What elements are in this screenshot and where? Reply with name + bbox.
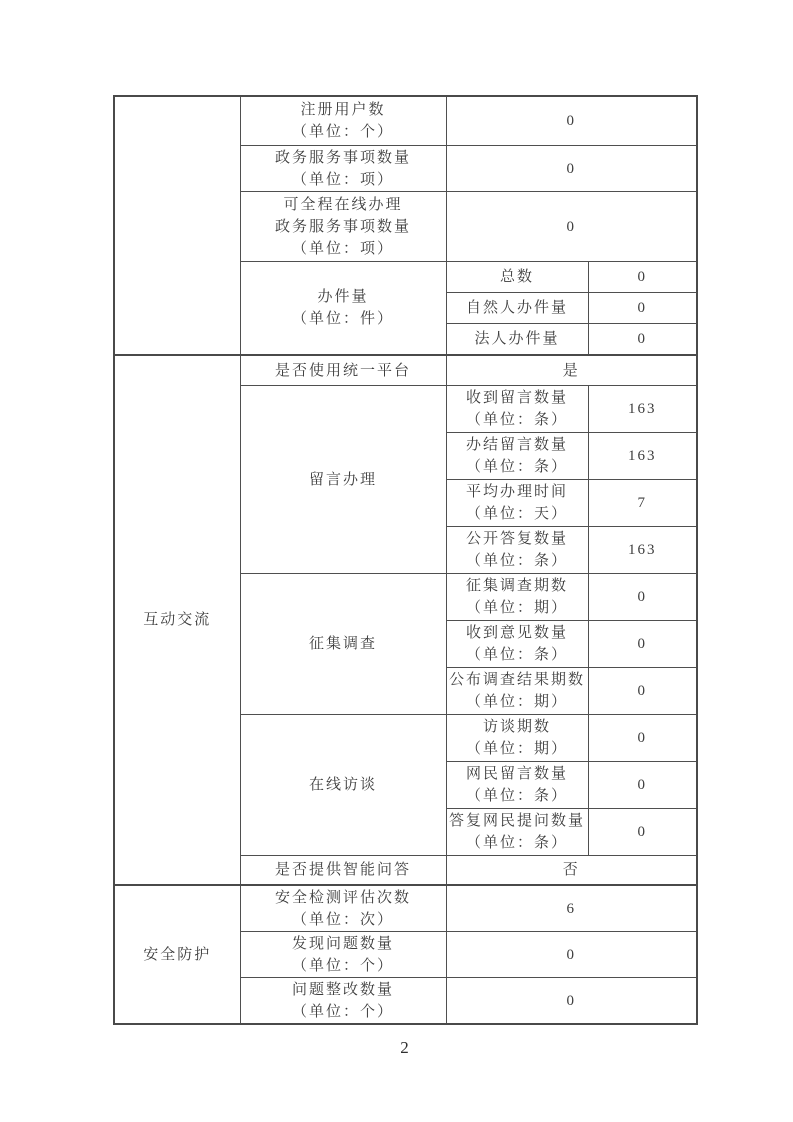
metric-value-messages-received: 163 <box>588 386 697 433</box>
metric-label: 办结留言数量 <box>465 437 568 453</box>
sub-cell-interview-periods <box>446 715 588 762</box>
metric-unit: （单位：个） <box>291 1003 394 1020</box>
metric-unit: （单位：条） <box>465 788 568 804</box>
metric-unit: （单位：条） <box>465 835 568 851</box>
metric-label: 可全程在线办理 <box>283 196 403 213</box>
sub-label-cases-natural: 自然人办件量 <box>446 293 588 324</box>
metric-label: 问题整改数量 <box>291 981 394 998</box>
metric-cell-problems-found <box>240 932 446 978</box>
metric-unit: （单位：条） <box>465 647 568 663</box>
sub-cell-interview-messages <box>446 762 588 809</box>
metric-label: 答复网民提问数量 <box>448 813 585 829</box>
sub-cell-public-replies <box>446 527 588 574</box>
metric-unit: （单位：项） <box>291 240 394 257</box>
metric-label: 政务服务事项数量 <box>274 218 411 235</box>
metric-cell-assessments <box>240 885 446 932</box>
sub-label-cases-total: 总数 <box>446 262 588 293</box>
metric-cell-online-items <box>240 192 446 262</box>
metric-value-service-items: 0 <box>446 146 697 192</box>
metric-unit: （单位：期） <box>465 600 568 616</box>
metric-label: 收到留言数量 <box>465 390 568 406</box>
sub-cell-messages-completed <box>446 433 588 480</box>
metric-cell-service-items <box>240 146 446 192</box>
sub-cell-avg-handle-time <box>446 480 588 527</box>
metric-label: 注册用户数 <box>300 102 386 118</box>
metric-value-survey-results: 0 <box>588 668 697 715</box>
metric-value-cases-legal: 0 <box>588 324 697 356</box>
metric-label: 网民留言数量 <box>465 766 568 782</box>
metric-cell-unified-platform: 是否使用统一平台 <box>240 355 446 386</box>
metric-value-assessments: 6 <box>446 885 697 932</box>
page-number: 2 <box>400 1038 409 1057</box>
metric-value-cases-natural: 0 <box>588 293 697 324</box>
metric-unit: （单位：条） <box>465 459 568 475</box>
metric-value-survey-periods: 0 <box>588 574 697 621</box>
category-cell-security: 安全防护 <box>114 885 240 1024</box>
group-cell-interview: 在线访谈 <box>240 715 446 856</box>
metric-cell-registered-users <box>240 96 446 146</box>
report-table <box>113 95 698 1025</box>
sub-cell-messages-received <box>446 386 588 433</box>
metric-value-interview-replies: 0 <box>588 809 697 856</box>
sub-label-cases-legal: 法人办件量 <box>446 324 588 356</box>
metric-cell-problems-fixed <box>240 978 446 1025</box>
metric-value-interview-periods: 0 <box>588 715 697 762</box>
metric-label: 公布调查结果期数 <box>448 672 585 688</box>
group-cell-message-handling: 留言办理 <box>240 386 446 574</box>
sub-cell-survey-periods <box>446 574 588 621</box>
metric-label: 访谈期数 <box>482 719 551 735</box>
metric-label: 政务服务事项数量 <box>274 149 411 166</box>
metric-unit: （单位：项） <box>291 171 394 188</box>
metric-value-problems-fixed: 0 <box>446 978 697 1025</box>
metric-label: 发现问题数量 <box>291 935 394 952</box>
metric-value-online-items: 0 <box>446 192 697 262</box>
group-label: 办件量 <box>317 289 369 305</box>
metric-value-smart-qa: 否 <box>446 856 697 886</box>
group-cell-cases <box>240 262 446 356</box>
sub-cell-interview-replies <box>446 809 588 856</box>
metric-label: 征集调查期数 <box>465 578 568 594</box>
metric-value-avg-handle-time: 7 <box>588 480 697 527</box>
metric-value-messages-completed: 163 <box>588 433 697 480</box>
metric-label: 收到意见数量 <box>465 625 568 641</box>
metric-value-survey-opinions: 0 <box>588 621 697 668</box>
metric-unit: （单位：个） <box>291 124 394 140</box>
sub-cell-survey-opinions <box>446 621 588 668</box>
metric-unit: （单位：条） <box>465 412 568 428</box>
metric-value-problems-found: 0 <box>446 932 697 978</box>
metric-value-unified-platform: 是 <box>446 355 697 386</box>
sub-cell-survey-results <box>446 668 588 715</box>
metric-cell-smart-qa: 是否提供智能问答 <box>240 856 446 886</box>
metric-label: 安全检测评估次数 <box>274 889 411 906</box>
metric-label: 公开答复数量 <box>465 531 568 547</box>
metric-label: 平均办理时间 <box>465 484 568 500</box>
metric-unit: （单位：个） <box>291 957 394 974</box>
metric-unit: （单位：条） <box>465 553 568 569</box>
metric-unit: （单位：期） <box>465 741 568 757</box>
metric-value-public-replies: 163 <box>588 527 697 574</box>
metric-value-interview-messages: 0 <box>588 762 697 809</box>
metric-unit: （单位：天） <box>465 506 568 522</box>
group-unit: （单位：件） <box>291 311 394 327</box>
metric-unit: （单位：期） <box>465 694 568 710</box>
group-cell-survey: 征集调查 <box>240 574 446 715</box>
metric-value-cases-total: 0 <box>588 262 697 293</box>
metric-unit: （单位：次） <box>291 911 394 928</box>
metric-value-registered-users: 0 <box>446 96 697 146</box>
category-cell-service-continued <box>114 96 240 355</box>
category-cell-interaction: 互动交流 <box>114 355 240 885</box>
